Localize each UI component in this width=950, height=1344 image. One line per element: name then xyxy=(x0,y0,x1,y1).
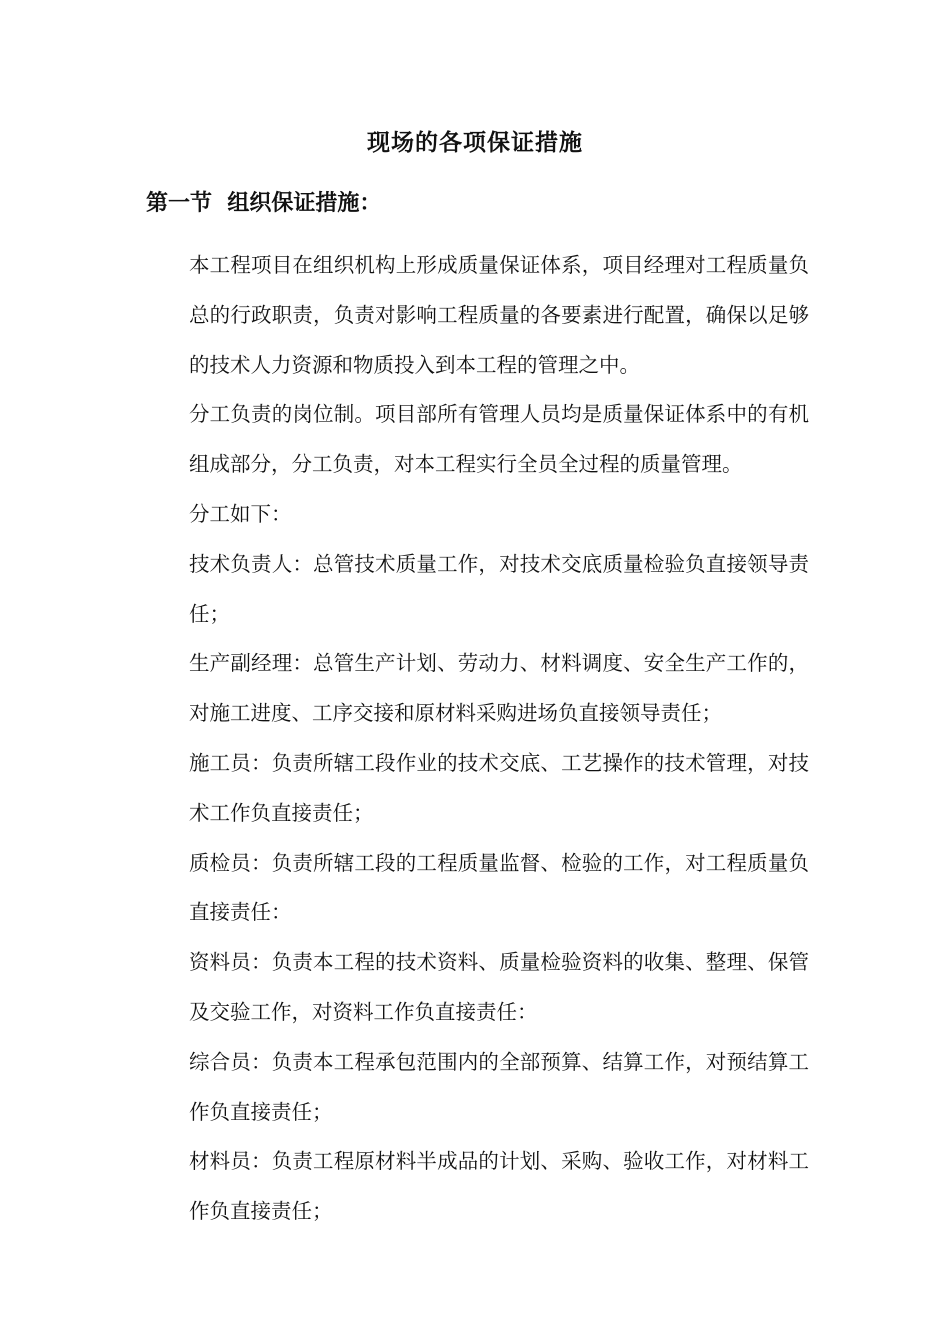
paragraph-quality-inspector: 质检员：负责所辖工段的工程质量监督、检验的工作，对工程质量负直接责任： xyxy=(189,850,809,925)
paragraph-general-clerk: 综合员：负责本工程承包范围内的全部预算、结算工作，对预结算工作负直接责任； xyxy=(189,1049,809,1124)
paragraph-construction-staff: 施工员：负责所辖工段作业的技术交底、工艺操作的技术管理，对技术工作负直接责任； xyxy=(189,750,809,825)
paragraph-technical-lead: 技术负责人：总管技术质量工作，对技术交底质量检验负直接领导责任； xyxy=(189,551,809,626)
document-body xyxy=(189,241,809,1237)
paragraph-responsibility-system: 分工负责的岗位制。项目部所有管理人员均是质量保证体系中的有机组成部分，分工负责，对本工程实行全员全过程的质量管理。 xyxy=(189,402,809,477)
paragraph-production-manager: 生产副经理：总管生产计划、劳动力、材料调度、安全生产工作的，对施工进度、工序交接和原材料采购进场负直接领导责任； xyxy=(189,651,809,726)
paragraph-materials-clerk: 材料员：负责工程原材料半成品的计划、采购、验收工作，对材料工作负直接责任； xyxy=(189,1149,809,1224)
paragraph-division-intro: 分工如下： xyxy=(189,501,292,526)
paragraph-org-structure: 本工程项目在组织机构上形成质量保证体系，项目经理对工程质量负总的行政职责，负责对影响工程质量的各要素进行配置，确保以足够的技术人力资源和物质投入到本工程的管理之中。 xyxy=(189,253,809,377)
section-heading: 第一节 组织保证措施： xyxy=(146,191,382,216)
document-title: 现场的各项保证措施 xyxy=(367,130,583,156)
paragraph-document-clerk: 资料员：负责本工程的技术资料、质量检验资料的收集、整理、保管及交验工作，对资料工作负直接责任： xyxy=(189,950,809,1024)
